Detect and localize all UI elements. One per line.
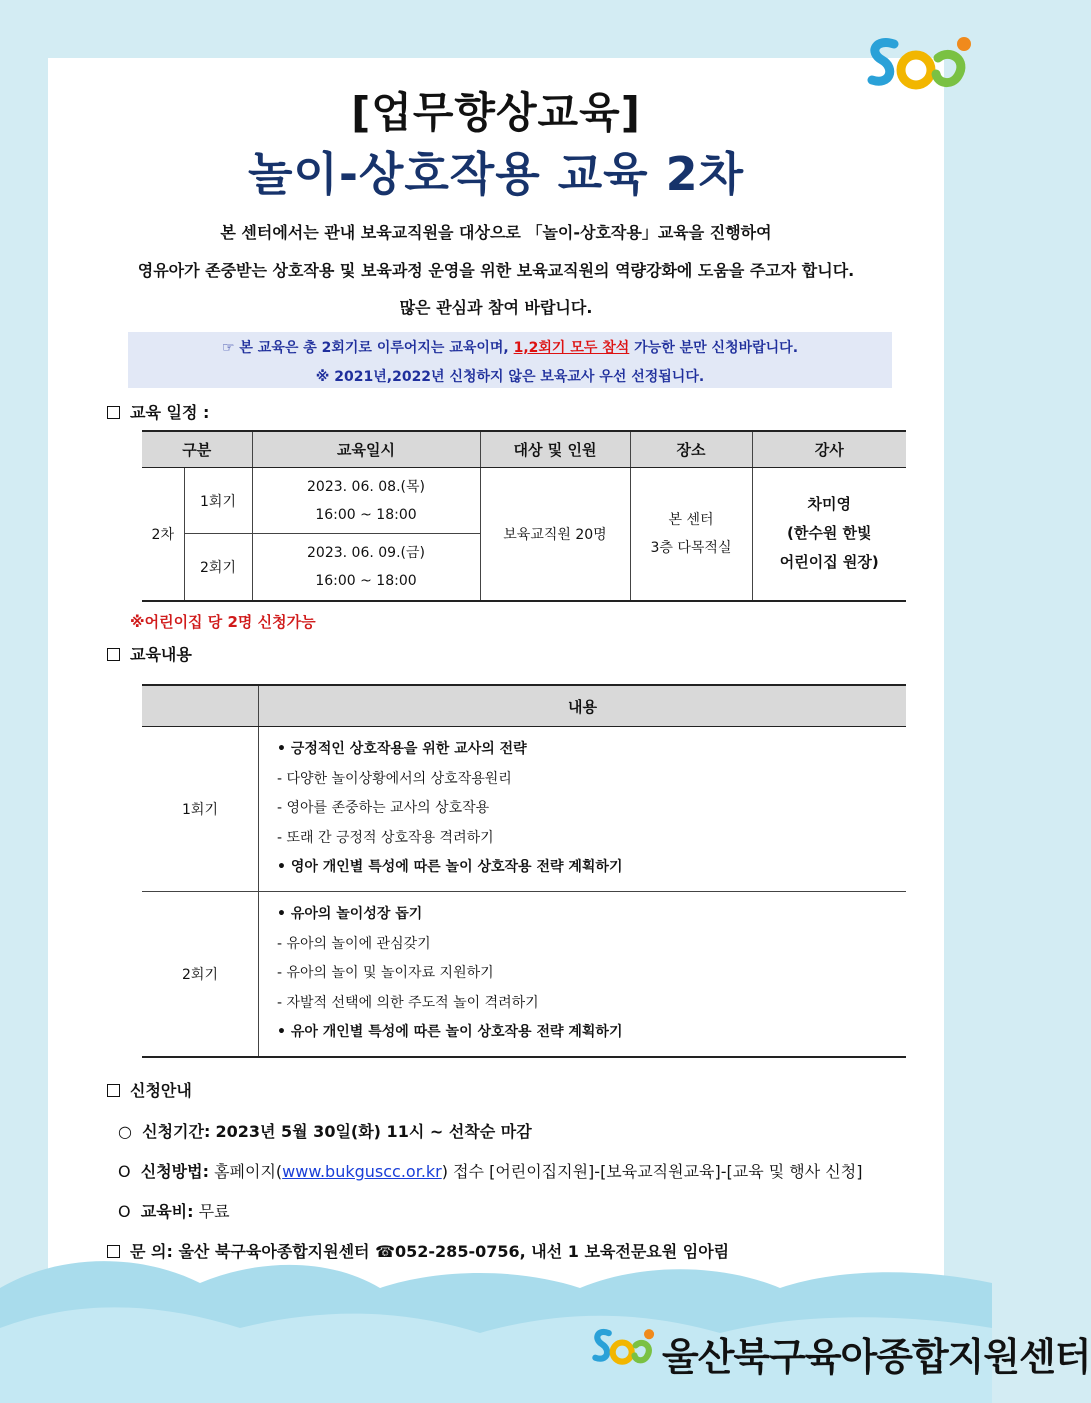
application-method: O 신청방법: 홈페이지(www.bukguscc.or.kr) 접수 [어린이집지원]-[보육교직원교육]-[교육 및 행사 신청] <box>118 1162 863 1181</box>
session-label: 2회기 <box>184 534 252 601</box>
header-category: 구분 <box>142 431 252 468</box>
application-fee: O 교육비: 무료 <box>118 1202 230 1221</box>
list-item: - 유아의 놀이 및 놀이자료 지원하기 <box>277 965 494 981</box>
session-datetime <box>252 534 480 601</box>
notice-text-end: 가능한 분만 신청바랍니다. <box>629 340 799 356</box>
list-item: - 유아의 놀이에 관심갖기 <box>277 935 431 952</box>
fee-label: 교육비: <box>140 1202 194 1221</box>
table-header-row <box>142 431 906 468</box>
schedule-table <box>142 430 906 602</box>
session-date: 2023. 06. 08.(목) <box>307 478 425 495</box>
session-time: 16:00 ~ 18:00 <box>315 572 417 589</box>
period-label: 신청기간: <box>142 1122 211 1141</box>
session-date: 2023. 06. 09.(금) <box>307 544 425 561</box>
checkbox-square-icon <box>107 1084 120 1097</box>
period-value: 2023년 5월 30일(화) 11시 ~ 선착순 마감 <box>215 1122 532 1141</box>
method-pre: 홈페이지( <box>214 1162 283 1181</box>
notice-highlight: 1,2회기 모두 참석 <box>513 340 630 356</box>
method-post: ) 접수 [어린이집지원]-[보육교직원교육]-[교육 및 행사 신청] <box>441 1162 863 1181</box>
inquiry-value: 울산 북구육아종합지원센터 ☎052-285-0756, 내선 1 보육전문요원 임아림 <box>178 1242 730 1261</box>
schedule-heading-text: 교육 일정 : <box>130 403 210 422</box>
table-header-row <box>142 685 906 727</box>
page-subtitle: 놀이-상호작용 교육 2차 <box>247 147 745 201</box>
list-item: - 또래 간 긍정적 상호작용 격려하기 <box>277 829 494 846</box>
place-cell <box>630 468 752 601</box>
schedule-note: ※어린이집 당 2명 신청가능 <box>130 613 316 631</box>
header-place: 장소 <box>630 431 752 468</box>
checkbox-square-icon <box>107 648 120 661</box>
content-list <box>259 727 907 892</box>
list-item: • 유아 개인별 특성에 따른 놀이 상호작용 전략 계획하기 <box>277 1024 623 1040</box>
fee-value: 무료 <box>198 1202 230 1221</box>
instructor-affiliation: (한수원 한빛 <box>786 524 872 543</box>
center-logo-icon <box>592 1322 658 1380</box>
checkbox-square-icon <box>107 406 120 419</box>
notice-line-1 <box>128 337 892 357</box>
table-row <box>142 468 906 534</box>
content-table <box>142 684 906 1058</box>
inquiry-label: 문 의: <box>130 1242 173 1261</box>
place-line-1: 본 센터 <box>668 511 714 528</box>
footer-brand-text: 울산북구육아종합지원센터 <box>662 1335 1091 1379</box>
list-item: - 다양한 놀이상황에서의 상호작용원리 <box>277 770 512 787</box>
notice-box <box>128 332 892 388</box>
list-item: • 유아의 놀이성장 돕기 <box>277 906 423 922</box>
header-content: 내용 <box>259 685 907 727</box>
content-session-label: 2회기 <box>142 892 259 1057</box>
application-heading <box>107 1078 192 1101</box>
footer-brand <box>592 1322 1091 1382</box>
instructor-cell <box>752 468 906 601</box>
round-cell: 2차 <box>142 468 184 601</box>
list-item: - 자발적 선택에 의한 주도적 놀이 격려하기 <box>277 994 539 1011</box>
instructor-title: 어린이집 원장) <box>779 553 879 572</box>
intro-line-1: 본 센터에서는 관내 보육교직원을 대상으로 「놀이-상호작용」교육을 진행하여 <box>220 223 772 242</box>
table-row <box>142 892 906 1057</box>
table-row <box>142 727 906 892</box>
application-period: ○ 신청기간: 2023년 5월 30일(화) 11시 ~ 선착순 마감 <box>118 1122 532 1141</box>
homepage-link[interactable]: www.bukguscc.or.kr <box>282 1162 442 1181</box>
session-label: 1회기 <box>184 468 252 534</box>
header-instructor: 강사 <box>752 431 906 468</box>
notice-line-2: ※ 2021년,2022년 신청하지 않은 보육교사 우선 선정됩니다. <box>315 369 705 385</box>
content-heading-text: 교육내용 <box>130 645 192 664</box>
intro-line-3: 많은 관심과 참여 바랍니다. <box>399 298 593 317</box>
header-target: 대상 및 인원 <box>480 431 630 468</box>
instructor-name: 차미영 <box>807 495 851 514</box>
list-item: • 영아 개인별 특성에 따른 놀이 상호작용 전략 계획하기 <box>277 859 623 876</box>
list-item: - 영아를 존중하는 교사의 상호작용 <box>277 800 490 817</box>
page-title: [업무향상교육] <box>351 88 641 137</box>
session-time: 16:00 ~ 18:00 <box>315 506 417 523</box>
list-item: • 긍정적인 상호작용을 위한 교사의 전략 <box>277 741 527 758</box>
method-label: 신청방법: <box>140 1162 209 1181</box>
header-datetime: 교육일시 <box>252 431 480 468</box>
application-heading-text: 신청안내 <box>130 1081 192 1100</box>
target-cell: 보육교직원 20명 <box>480 468 630 601</box>
content-list <box>259 892 907 1057</box>
place-line-2: 3층 다목적실 <box>650 539 732 556</box>
header-blank <box>142 685 259 727</box>
content-session-label: 1회기 <box>142 727 259 892</box>
inquiry <box>107 1239 729 1262</box>
schedule-heading <box>107 400 209 423</box>
notice-text: ☞ 본 교육은 총 2회기로 이루어지는 교육이며, <box>221 340 514 356</box>
session-datetime <box>252 468 480 534</box>
checkbox-square-icon <box>107 1245 120 1258</box>
content-heading <box>107 642 192 665</box>
intro-line-2: 영유아가 존중받는 상호작용 및 보육과정 운영을 위한 보육교직원의 역량강화에 도움을 주고자 합니다. <box>137 261 855 280</box>
